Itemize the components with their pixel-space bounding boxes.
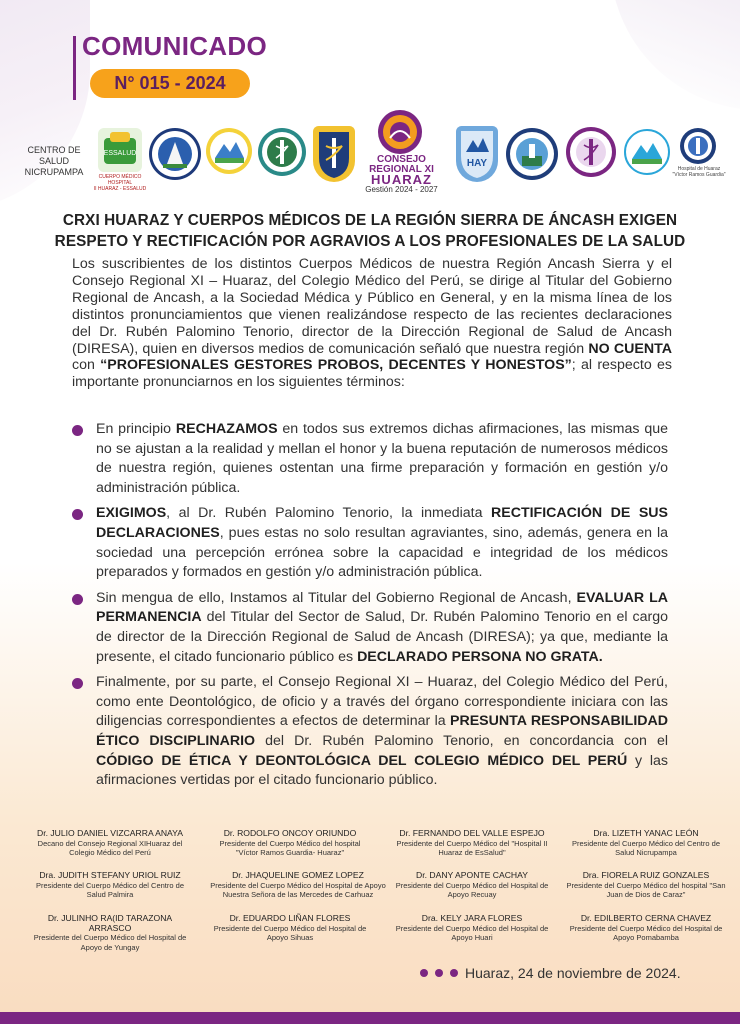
signature-block xyxy=(30,914,190,952)
signature-name: Dr. FERNANDO DEL VALLE ESPEJO xyxy=(399,828,545,838)
consejo-line1: CONSEJO xyxy=(377,154,426,165)
signature-block xyxy=(30,871,190,900)
point-bold: PRESUNTA RESPONSABILIDAD ÉTICO DISCIPLINARIO xyxy=(96,713,668,749)
signature-name: Dr. JULINHO RA(ID TARAZONA ARRASCO xyxy=(47,913,173,933)
signature-block xyxy=(392,871,552,900)
page-title: COMUNICADO xyxy=(82,31,267,61)
signature-name: Dr. DANY APONTE CACHAY xyxy=(416,870,528,880)
consejo-line3: HUARAZ xyxy=(371,172,432,187)
consejo-line4: Gestión 2024 - 2027 xyxy=(365,185,438,194)
signature-role: Presidente del Cuerpo Médico del Hospital de Apoyo Huari xyxy=(395,923,549,942)
intro-text-1: Los suscribientes de los distintos Cuerpos Médicos de nuestra Región Ancash Sierra y el Consejo Regional XI – Huaraz, del Colegio Médico del Perú, se dirige al Titular del Gobierno Regional de Ancash, a la Sociedad Médica y Público en General, y en la misma línea de los distintos pronunciamientos que vienen realizándose respecto de las recientes declaraciones del Dr. Rubén Palomino Tenorio, director de la Dirección Regional de Salud de Ancash (DIRESA), quien en diversos medios de comunicación señaló que nuestra región xyxy=(72,256,672,357)
signature-role: Presidente del Cuerpo Médico del Centro de Salud Nicrupampa xyxy=(571,838,720,857)
signature-name: Dra. KELY JARA FLORES xyxy=(421,913,523,923)
signature-name: Dr. RODOLFO ONCOY ORIUNDO xyxy=(223,828,357,838)
signature-name: Dr. EDUARDO LIÑAN FLORES xyxy=(229,913,351,923)
point-text: en todos sus extremos dichas afirmaciones, las mismas que no se ajustan a la realidad y mellan el honor y la buena reputación de numerosos médicos de nuestra región, quienes ostentan una firme preparación y formación en gestión y/o administración pública. xyxy=(96,421,668,496)
bottom-band xyxy=(0,1012,740,1024)
signature-role: Presidente del Cuerpo Médico del Hospital de Apoyo Pomabamba xyxy=(569,923,723,942)
signature-name: Dr. JULIO DANIEL VIZCARRA ANAYA xyxy=(37,828,183,838)
point-bold: RECTIFICACIÓN DE SUS DECLARACIONES xyxy=(96,505,668,541)
signature-role: Presidente del Cuerpo Médico del Centro de Salud Palmira xyxy=(35,880,184,899)
signature-block xyxy=(210,871,386,900)
communique-number-badge: N° 015 - 2024 xyxy=(90,69,250,98)
signature-block xyxy=(566,829,726,858)
bullet-dot-icon xyxy=(72,425,83,436)
point-bold: EXIGIMOS xyxy=(96,505,167,522)
point-text: y las afirmaciones vertidas por el citado funcionario público. xyxy=(96,752,668,789)
essalud-cuerpo-medico-logo xyxy=(98,128,142,172)
point-text: , pues estas no solo resultan agraviantes, sino, además, genera en la sociedad una percepción errónea sobre la capacidad e integridad de los médicos preparados y formados en gestión y/o administración pública. xyxy=(96,524,668,581)
hospital-caraz-logo xyxy=(206,128,252,174)
hospital-apoyo-logo xyxy=(149,128,201,180)
headline-line2: RESPETO Y RECTIFICACIÓN POR AGRAVIOS A LOS PROFESIONALES DE LA SALUD xyxy=(54,233,686,250)
hay-shield-logo xyxy=(456,126,498,182)
signature-role: Presidente del Cuerpo Médico del hospital "San Juan de Dios de Caraz" xyxy=(566,880,726,899)
point-item xyxy=(72,673,668,791)
point-text: Finalmente, por su parte, el Consejo Regional XI – Huaraz, del Colegio Médico del Perú, como ente Deontológico, de oficio y a través del órgano correspondiente iniciara con las diligencias correspondientes a efectos de determinar la xyxy=(96,674,668,730)
intro-paragraph xyxy=(72,256,672,391)
signature-block xyxy=(566,914,726,943)
cuerpo-medico-shield-logo xyxy=(313,126,355,182)
signature-role: Presidente del Cuerpo Médico del hospital "Víctor Ramos Guardia- Huaraz" xyxy=(219,838,361,857)
consejo-regional-logo xyxy=(378,110,422,154)
bullet-dot-icon xyxy=(72,509,83,520)
date-line xyxy=(420,965,681,981)
signature-name: Dra. JUDITH STEFANY URIOL RUIZ xyxy=(39,870,181,880)
signature-role: Presidente del Cuerpo Médico del Hospital de Apoyo Recuay xyxy=(395,880,549,899)
intro-bold-2: “PROFESIONALES GESTORES PROBOS, DECENTES Y HONESTOS” xyxy=(100,357,572,374)
signature-name: Dr. EDILBERTO CERNA CHAVEZ xyxy=(580,913,712,923)
point-text: En principio xyxy=(96,421,176,437)
bullet-dot-icon xyxy=(72,678,83,689)
intro-text-2: con xyxy=(72,357,101,374)
signature-block xyxy=(566,871,726,900)
intro-bold-1: NO CUENTA xyxy=(588,340,672,357)
point-item xyxy=(72,589,668,667)
point-bold: CÓDIGO DE ÉTICA Y DEONTOLÓGICA DEL COLEGIO MÉDICO DEL PERÚ xyxy=(96,752,628,769)
signature-name: Dr. JHAQUELINE GOMEZ LOPEZ xyxy=(232,870,364,880)
headline-line1: CRXI HUARAZ Y CUERPOS MÉDICOS DE LA REGIÓN SIERRA DE ÁNCASH EXIGEN xyxy=(62,212,678,229)
signature-block xyxy=(210,914,370,943)
signature-block xyxy=(210,829,370,858)
point-bold: DECLARADO PERSONA NO GRATA. xyxy=(357,648,603,665)
hospital-san-juan-logo xyxy=(624,129,670,175)
title-accent-bar xyxy=(73,36,76,100)
hospital-huaraz-caption: Hospital de Huaraz "Víctor Ramos Guardia" xyxy=(672,166,726,178)
signature-block xyxy=(30,829,190,858)
point-text: del Dr. Rubén Palomino Tenorio, en concordancia con el xyxy=(255,732,668,749)
cuerpo-medico-micro-red-logo xyxy=(566,127,616,177)
point-bold: RECHAZAMOS xyxy=(175,421,278,437)
decorative-corner-top-right xyxy=(610,0,740,110)
hospital-huaraz-logo xyxy=(680,128,716,164)
date-dot-icon xyxy=(450,969,458,977)
signature-block xyxy=(392,829,552,858)
point-item xyxy=(72,420,668,498)
signature-role: Presidente del Cuerpo Médico del Hospital de Apoyo Sihuas xyxy=(213,923,367,942)
signature-role: Presidente del Cuerpo Médico del Hospital de Apoyo Nuestra Señora de las Mercedes de Carhuaz xyxy=(210,880,386,899)
headline xyxy=(50,210,690,252)
centro-salud-label: CENTRO DE SALUD NICRUPAMPA xyxy=(24,145,84,177)
point-text: del Titular del Sector de Salud, Dr. Rubén Palomino Tenorio en el cargo de director de la Dirección Regional de Salud de Ancash (DIRESA); ya que, mediante la presente, el citado funcionario público es xyxy=(96,609,668,665)
point-text: , al Dr. Rubén Palomino Tenorio, la inmediata xyxy=(166,505,491,522)
bullet-dot-icon xyxy=(72,594,83,605)
svg-text:HAY: HAY xyxy=(466,158,488,169)
essalud-caption: CUERPO MÉDICO HOSPITAL II HUARAZ - ESSALUD xyxy=(93,174,147,192)
intro-text-3: ; al respecto es importante pronunciarnos en los siguientes términos: xyxy=(72,357,673,391)
consejo-regional-label xyxy=(354,155,449,195)
consejo-line2: REGIONAL XI xyxy=(369,164,434,175)
point-bold: EVALUAR LA PERMANENCIA xyxy=(96,589,668,626)
decorative-corner-top-left xyxy=(0,0,90,210)
point-text: Sin mengua de ello, Instamos al Titular del Gobierno Regional de Ancash, xyxy=(96,589,577,606)
date-dot-icon xyxy=(420,969,428,977)
signature-role: Presidente del Cuerpo Médico del "Hospital II Huaraz de EsSalud" xyxy=(396,838,548,857)
signature-block xyxy=(392,914,552,943)
date-text: Huaraz, 24 de noviembre de 2024. xyxy=(465,965,681,981)
signature-name: Dra. LIZETH YANAC LEÓN xyxy=(593,828,699,838)
svg-text:ESSALUD: ESSALUD xyxy=(103,150,137,157)
point-item xyxy=(72,504,668,582)
signature-name: Dra. FIORELA RUIZ GONZALES xyxy=(582,870,710,880)
hospital-huari-logo xyxy=(506,128,558,180)
signature-role: Presidente del Cuerpo Médico del Hospital de Apoyo de Yungay xyxy=(33,933,187,952)
date-dot-icon xyxy=(435,969,443,977)
points-list xyxy=(72,420,668,797)
hospital-recuay-logo xyxy=(258,128,306,176)
signature-role: Decano del Consejo Regional XIHuaraz del Colegio Médico del Perú xyxy=(37,838,183,857)
